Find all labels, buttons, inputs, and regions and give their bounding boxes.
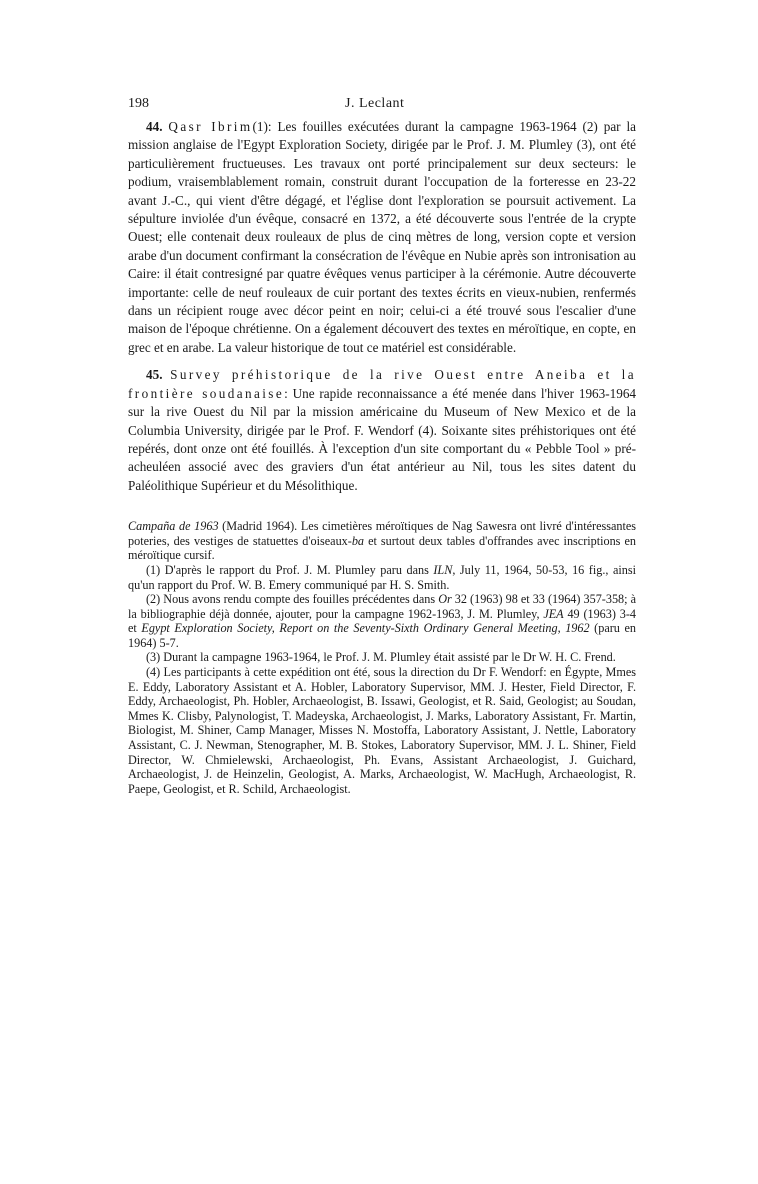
footnote-text: Nous avons rendu compte des fouilles précédentes dans — [160, 592, 439, 607]
section-title: Survey préhistorique de la rive Ouest entre Aneiba et la frontière soudanaise — [128, 367, 636, 401]
footnote-marker: (3) — [146, 650, 161, 665]
footnote-italic: ILN — [433, 562, 453, 577]
section-title-note: (1) — [252, 119, 268, 134]
footnote-2 — [128, 592, 636, 650]
section-number: 44. — [146, 119, 163, 134]
page-number: 198 — [128, 96, 149, 111]
footnote-text: Les participants à cette expédition ont été, sous la direction du Dr F. Wendorf: en Égypte, Mmes E. Eddy, Laboratory Assistant et A. Hobler, Laboratory Supervisor, MM. J. Hester, Field Director, F. Eddy, Archaeologist, Ph. Hobler, Archaeologist, B. Issawi, Geologist, et R. Said, Geologist; au Soudan, Mmes K. Clisby, Palynologist, T. Madeyska, Archaeologist, J. Marks, Laboratory Assistant, Fr. Martin, Biologist, M. Shiner, Camp Manager, Misses N. Mostoffa, Laboratory Assistant, J. Nettle, Laboratory Assistant, C. J. Newman, Stenographer, M. B. Stokes, Laboratory Supervisor, MM. J. L. Shiner, Field Director, W. Chmielewski, Archaeologist, Ph. Evans, Assistant Archaeologist, J. Guichard, Archaeologist, J. de Heinzelin, Geologist, A. Marks, Archaeologist, W. MacHugh, Archaeologist, R. Paepe, Geologist, et R. Schild, Archaeologist. — [128, 665, 636, 796]
section-number: 45. — [146, 367, 163, 383]
section-45 — [128, 366, 636, 495]
footnote-text: , July 11, 1964, 50-53, 16 fig., ainsi qu'un rapport du Prof. W. B. Emery communiqué par H. S. Smith. — [128, 562, 636, 592]
footnote-continued — [128, 519, 636, 563]
footnote-text: et surtout deux tables d'offrandes avec inscriptions en méroïtique cursif. — [128, 533, 636, 563]
section-title: Qasr Ibrim — [168, 119, 253, 134]
page — [128, 92, 636, 796]
footnote-text: 32 (1963) 98 et 33 (1964) 357-358; à la bibliographie déjà donnée, ajouter, pour la campagne 1962-1963, J. M. Plumley, — [128, 592, 636, 621]
footnote-italic: JEA — [543, 606, 564, 621]
footnote-italic: ba — [351, 533, 365, 548]
footnote-1 — [128, 563, 636, 592]
footnote-italic: Campaña de 1963 — [128, 519, 219, 534]
footnote-text: (Madrid 1964). Les cimetières méroïtiques de Nag Sawesra ont livré d'intéressantes poteries, des vestiges de statuettes d'oiseaux- — [128, 519, 637, 548]
footnote-italic: Egypt Exploration Society, Report on the Seventy-Sixth Ordinary General Meeting, 1962 — [141, 621, 590, 636]
footnote-marker: (1) — [146, 562, 161, 577]
section-body: : Les fouilles exécutées durant la campagne 1963-1964 (2) par la mission anglaise de l'Egypt Exploration Society, dirigée par le Prof. J. M. Plumley (3), ont été particulièrement fructueuses. Les travaux ont porté principalement sur deux secteurs: le podium, vraisemblablement romain, construit durant l'occupation de la forteresse en 23-22 avant J.-C., qui vient d'être dégagé, et l'église dont l'exploration se poursuit activement. La sépulture inviolée d'un évêque, consacré en 1372, a été découverte sous l'entrée de la crypte Ouest; elle contenait deux rouleaux de plus de cinq mètres de long, version copte et version arabe d'un document confirmant la consécration de l'évêque en Nubie après son intronisation au Caire: il était contresigné par quatre évêques venus participer à la cérémonie. Autre découverte importante: celle de neuf rouleaux de cuir portant des textes écrits en vieux-nubien, renfermés dans un récipient rouge avec décor peint en noir; celui-ci a été trouvé sous l'escalier d'une maison de l'époque chrétienne. On a également découvert des textes en méroïtique, en copte, en grec et en arabe. La valeur historique de tout ce matériel est considérable. — [128, 119, 636, 355]
footnote-4 — [128, 665, 636, 796]
footnotes — [128, 519, 636, 796]
footnote-marker: (4) — [146, 665, 161, 680]
page-header — [128, 92, 636, 118]
footnote-italic: Or — [438, 592, 452, 607]
running-head: J. Leclant — [345, 96, 405, 111]
footnote-text: 49 (1963) 3-4 et — [128, 606, 636, 636]
footnote-text: D'après le rapport du Prof. J. M. Plumley paru dans — [160, 562, 434, 577]
section-body: : Une rapide reconnaissance a été menée dans l'hiver 1963-1964 sur la rive Ouest du Nil par la mission américaine du Museum of New Mexico et de la Columbia University, dirigée par le Prof. F. Wendorf (4). Soixante sites préhistoriques ont été repérés, dont onze ont été fouillés. À l'exception d'un site comportant du « Pebble Tool » pré-acheuléen associé avec des graviers d'un état antérieur au Nil, tous les sites datent du Paléolithique Supérieur et du Mésolithique. — [128, 385, 637, 493]
footnote-3 — [128, 650, 636, 665]
footnote-marker: (2) — [146, 592, 161, 607]
footnote-text: Durant la campagne 1963-1964, le Prof. J. M. Plumley était assisté par le Dr W. H. C. Frend. — [160, 650, 616, 665]
section-44 — [128, 118, 636, 357]
footnote-text: (paru en 1964) 5-7. — [128, 621, 636, 650]
